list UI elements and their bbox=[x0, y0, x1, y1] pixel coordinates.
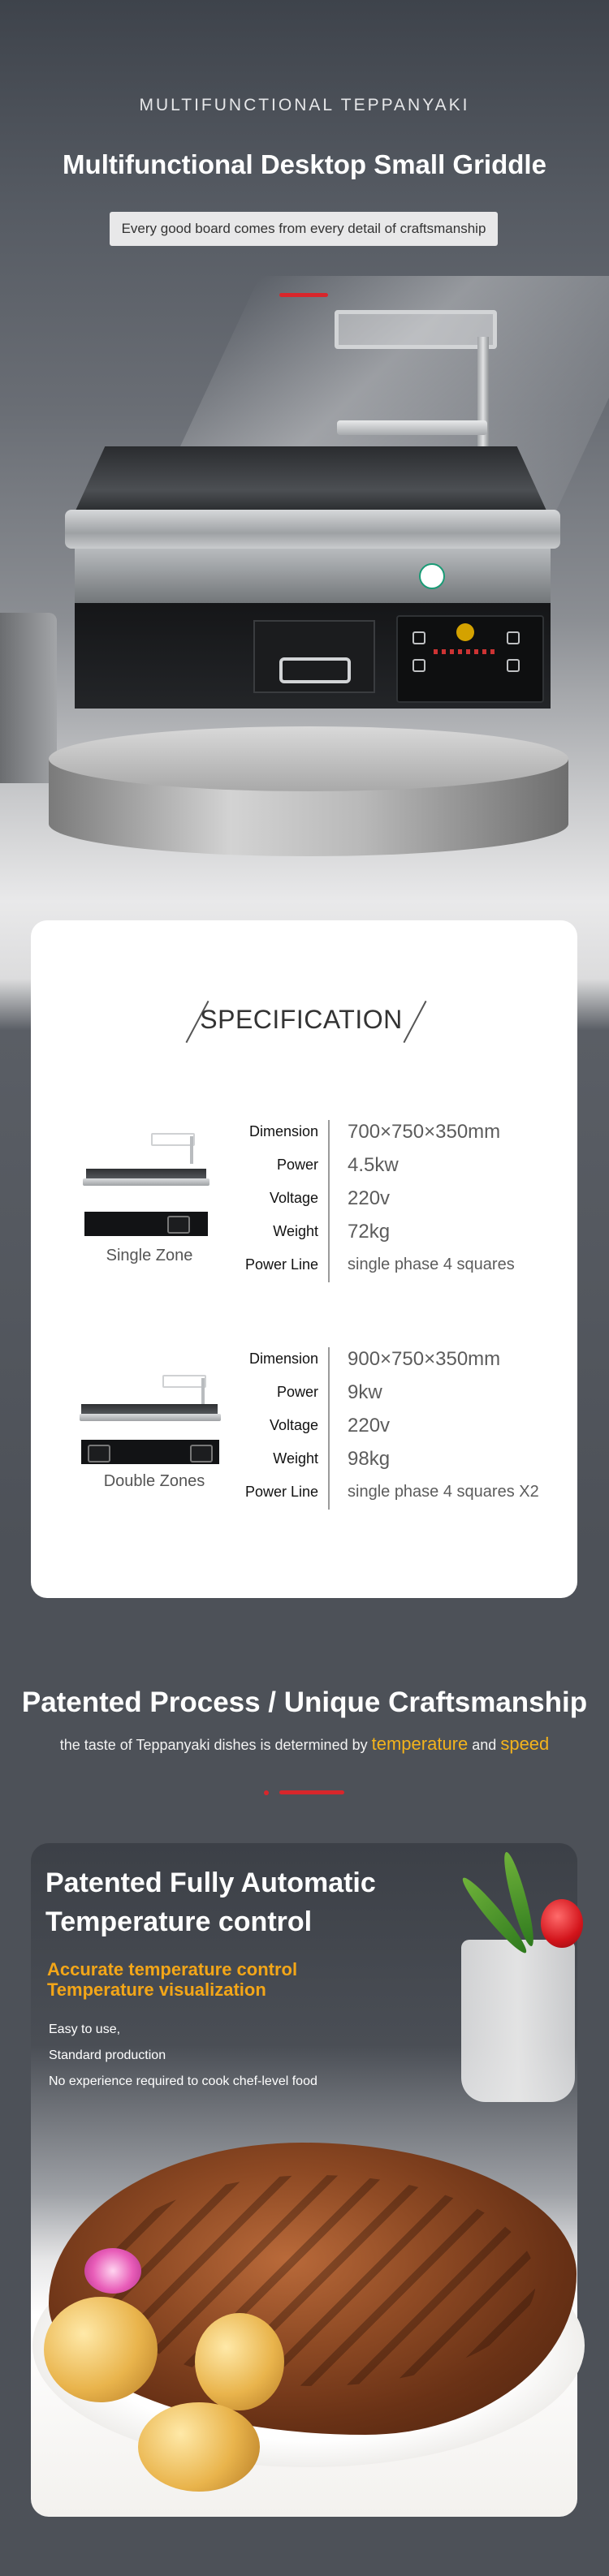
single-values bbox=[348, 1115, 515, 1282]
brand-badge-icon bbox=[419, 563, 445, 589]
section-red-dash bbox=[279, 1790, 344, 1794]
value-power: 9kw bbox=[348, 1381, 382, 1403]
label-voltage: Voltage bbox=[269, 1417, 318, 1433]
value-power-line: single phase 4 squares bbox=[348, 1256, 515, 1273]
value-dimension: 700×750×350mm bbox=[348, 1121, 501, 1143]
hero-tagline: Every good board comes from every detail of craftsmanship bbox=[110, 212, 498, 246]
panel-button-icon bbox=[412, 659, 425, 672]
potato bbox=[44, 2297, 158, 2402]
value-power: 4.5kw bbox=[348, 1154, 399, 1176]
accent-line2: Temperature visualization bbox=[47, 1979, 266, 2000]
patented-subtitle bbox=[0, 1734, 609, 1755]
tomato bbox=[541, 1899, 583, 1948]
double-labels bbox=[229, 1342, 318, 1509]
single-panel-icon bbox=[167, 1216, 190, 1234]
pedestal-top bbox=[49, 726, 568, 791]
feature-accent bbox=[47, 1959, 297, 2000]
double-glass bbox=[162, 1375, 206, 1388]
subtitle-prefix: the taste of Teppanyaki dishes is determined by bbox=[59, 1737, 368, 1753]
feature-title bbox=[45, 1863, 468, 1941]
hero-title: Multifunctional Desktop Small Griddle bbox=[63, 149, 546, 179]
hero-section bbox=[0, 0, 609, 917]
feature-bullets bbox=[49, 2017, 317, 2095]
subtitle-and: and bbox=[472, 1737, 497, 1753]
value-dimension: 900×750×350mm bbox=[348, 1348, 501, 1370]
double-values bbox=[348, 1342, 539, 1509]
griddle-plate bbox=[71, 446, 551, 519]
hero-red-dash bbox=[279, 293, 328, 297]
feature-bullet: No experience required to cook chef-level food bbox=[49, 2074, 317, 2088]
double-rim bbox=[80, 1414, 221, 1421]
value-voltage: 220v bbox=[348, 1187, 391, 1209]
potato bbox=[195, 2313, 284, 2410]
single-rim bbox=[83, 1178, 209, 1186]
label-power-line: Power Line bbox=[244, 1256, 318, 1273]
label-power-line: Power Line bbox=[244, 1484, 318, 1500]
single-pole bbox=[190, 1136, 193, 1164]
steak-grill-marks bbox=[97, 2175, 536, 2386]
double-pole bbox=[201, 1378, 205, 1406]
sneeze-guard-glass bbox=[335, 310, 497, 349]
drawer-handle bbox=[279, 657, 351, 683]
sneeze-guard-pole bbox=[477, 337, 489, 459]
value-voltage: 220v bbox=[348, 1415, 391, 1437]
feature-bullet: Easy to use, bbox=[49, 2022, 121, 2036]
highlight-speed: speed bbox=[500, 1734, 550, 1754]
label-weight: Weight bbox=[273, 1450, 318, 1467]
garnish-glass bbox=[461, 1940, 575, 2102]
label-power: Power bbox=[276, 1157, 318, 1173]
double-zones-caption: Double Zones bbox=[103, 1472, 205, 1490]
double-panel-left-icon bbox=[88, 1445, 110, 1462]
section-red-dot bbox=[264, 1790, 269, 1795]
potato bbox=[138, 2402, 260, 2492]
label-weight: Weight bbox=[273, 1223, 318, 1239]
griddle-steel-band bbox=[75, 549, 551, 605]
feature-bullet: Standard production bbox=[49, 2048, 166, 2062]
label-voltage: Voltage bbox=[269, 1190, 318, 1206]
accent-line1: Accurate temperature control bbox=[47, 1959, 298, 1979]
panel-logo-icon bbox=[456, 623, 474, 641]
spec-title-wrap bbox=[151, 997, 451, 1042]
feature-title-line2: Temperature control bbox=[45, 1906, 313, 1937]
panel-button-icon bbox=[507, 631, 520, 644]
panel-button-icon bbox=[412, 631, 425, 644]
spec-title: SPECIFICATION bbox=[200, 1005, 403, 1034]
griddle-rim bbox=[65, 510, 560, 549]
label-power: Power bbox=[276, 1384, 318, 1400]
value-weight: 98kg bbox=[348, 1448, 391, 1470]
feature-title-line1: Patented Fully Automatic bbox=[45, 1867, 376, 1898]
label-dimension: Dimension bbox=[248, 1123, 318, 1139]
temperature-display bbox=[434, 649, 499, 654]
double-divider bbox=[328, 1347, 330, 1510]
hero-eyebrow: MULTIFUNCTIONAL TEPPANYAKI bbox=[139, 96, 470, 114]
value-weight: 72kg bbox=[348, 1221, 391, 1243]
highlight-temperature: temperature bbox=[371, 1734, 469, 1754]
label-dimension: Dimension bbox=[248, 1350, 318, 1367]
edible-flower bbox=[84, 2248, 141, 2294]
single-labels bbox=[229, 1115, 318, 1282]
value-power-line: single phase 4 squares X2 bbox=[348, 1483, 539, 1501]
panel-button-icon bbox=[507, 659, 520, 672]
heat-lamp-rail bbox=[337, 420, 487, 435]
patented-title: Patented Process / Unique Craftsmanship bbox=[21, 1686, 588, 1718]
single-zone-caption: Single Zone bbox=[106, 1247, 193, 1264]
single-glass bbox=[151, 1133, 195, 1146]
double-panel-right-icon bbox=[190, 1445, 213, 1462]
single-divider bbox=[328, 1120, 330, 1282]
